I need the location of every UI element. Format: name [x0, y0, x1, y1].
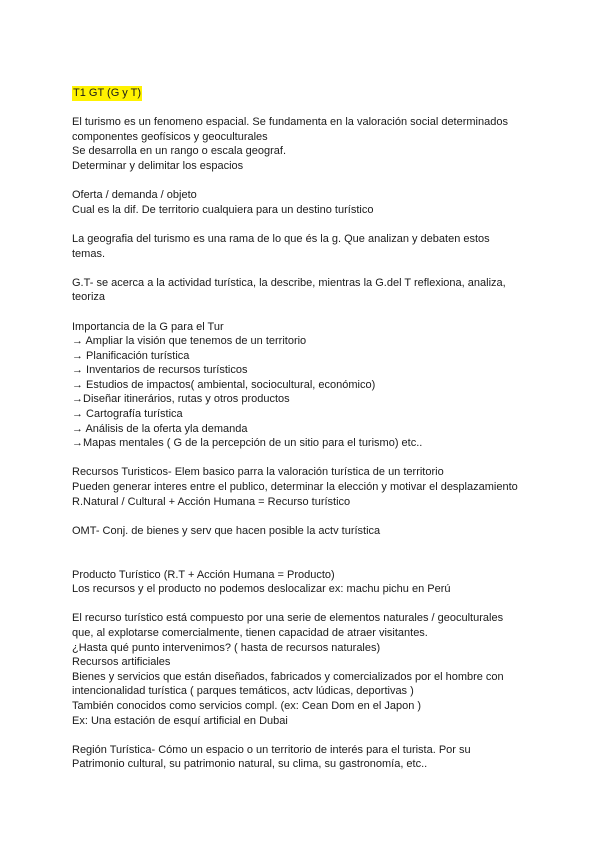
text-line: También conocidos como servicios compl. (ex: Cean Dom en el Japon )	[72, 699, 422, 712]
text-line: OMT- Conj. de bienes y serv que hacen posible la actv turística	[72, 524, 381, 537]
importance-list	[72, 320, 532, 451]
text-line: El turismo es un fenomeno espacial. Se fundamenta en la valoración social determinados	[72, 116, 508, 129]
text-line: R.Natural / Cultural + Acción Humana = Recurso turístico	[72, 495, 351, 508]
text-line: intencionalidad turística ( parques temáticos, actv lúdicas, deportivas )	[72, 685, 414, 698]
spacer	[72, 305, 532, 320]
text-line: componentes geofísicos y geoculturales	[72, 130, 268, 143]
spacer	[72, 538, 532, 567]
text-line: Producto Turístico (R.T + Acción Humana = Producto)	[72, 568, 335, 581]
paragraph-producto	[72, 568, 532, 597]
text-line: Ex: Una estación de esquí artificial en Dubai	[72, 714, 288, 727]
text-line: Cual es la dif. De territorio cualquiera para un destino turístico	[72, 203, 374, 216]
text-line: Recursos artificiales	[72, 656, 171, 669]
text-line: Bienes y servicios que están diseñados, fabricados y comercializados por el hombre con	[72, 670, 504, 683]
paragraph-intro	[72, 115, 532, 173]
spacer	[72, 261, 532, 276]
paragraph-oferta	[72, 188, 532, 217]
text-line: El recurso turístico está compuesto por una serie de elementos naturales / geoculturales	[72, 612, 504, 625]
spacer	[72, 174, 532, 189]
paragraph-region	[72, 743, 532, 772]
list-item: → Análisis de la oferta yla demanda	[72, 422, 248, 435]
text-line: La geografia del turismo es una rama de lo que és la g. Que analizan y debaten estos	[72, 232, 490, 245]
spacer	[72, 217, 532, 232]
paragraph-geografia	[72, 232, 532, 261]
paragraph-recursos	[72, 465, 532, 509]
paragraph-omt	[72, 524, 532, 539]
list-item: → Cartografía turística	[72, 408, 183, 421]
text-line: G.T- se acerca a la actividad turística, la describe, mientras la G.del T reflexiona, analiza,	[72, 276, 506, 289]
text-line: ¿Hasta qué punto intervenimos? ( hasta de recursos naturales)	[72, 641, 381, 654]
paragraph-gt	[72, 276, 532, 305]
text-line: teoriza	[72, 291, 106, 304]
text-line: Determinar y delimitar los espacios	[72, 159, 244, 172]
spacer	[72, 451, 532, 466]
list-item: →Diseñar itinerários, rutas y otros productos	[72, 393, 290, 406]
text-line: Se desarrolla en un rango o escala geograf.	[72, 145, 287, 158]
list-item: → Estudios de impactos( ambiental, sociocultural, económico)	[72, 378, 376, 391]
spacer	[72, 728, 532, 743]
text-line: Patrimonio cultural, su patrimonio natural, su clima, su gastronomía, etc..	[72, 758, 428, 771]
text-line: temas.	[72, 247, 106, 260]
document-body	[72, 86, 532, 772]
spacer	[72, 597, 532, 612]
list-heading: Importancia de la G para el Tur	[72, 320, 224, 333]
list-item: →Mapas mentales ( G de la percepción de un sitio para el turismo) etc..	[72, 437, 423, 450]
spacer	[72, 101, 532, 116]
paragraph-recurso-compuesto	[72, 611, 532, 728]
list-item: → Ampliar la visión que tenemos de un territorio	[72, 335, 307, 348]
list-item: → Planificación turística	[72, 349, 190, 362]
spacer	[72, 509, 532, 524]
text-line: Pueden generar interes entre el publico, determinar la elección y motivar el desplazamiento	[72, 481, 518, 494]
list-item: → Inventarios de recursos turísticos	[72, 364, 248, 377]
title-line	[72, 86, 532, 101]
text-line: que, al explotarse comercialmente, tienen capacidad de atraer visitantes.	[72, 626, 428, 639]
text-line: Recursos Turisticos- Elem basico parra la valoración turística de un territorio	[72, 466, 444, 479]
page-title: T1 GT (G y T)	[73, 87, 142, 99]
text-line: Región Turística- Cómo un espacio o un territorio de interés para el turista. Por su	[72, 743, 471, 756]
text-line: Oferta / demanda / objeto	[72, 189, 197, 202]
text-line: Los recursos y el producto no podemos deslocalizar ex: machu pichu en Perú	[72, 583, 451, 596]
